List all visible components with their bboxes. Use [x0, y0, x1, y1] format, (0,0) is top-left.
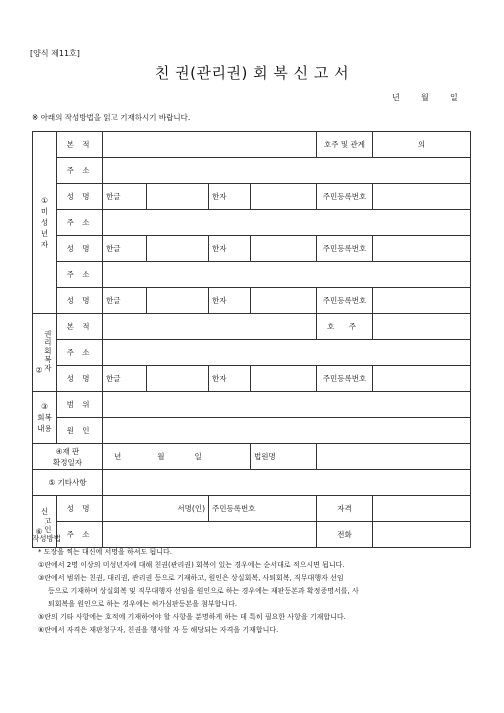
- blank[interactable]: [147, 288, 209, 314]
- label-name: 성 명: [57, 366, 103, 392]
- instruction-notice: ※ 아래의 작성방법을 읽고 기재하시기 바랍니다.: [32, 113, 191, 122]
- label-rrn: 주민등록번호: [317, 366, 373, 392]
- label-juso: 주 소: [57, 522, 103, 548]
- input-reporter-rrn[interactable]: 주민등록번호: [209, 496, 317, 522]
- label-court: 법원명: [251, 444, 317, 470]
- section-minor: ① 미 성 년 자: [33, 132, 57, 314]
- input-recoverer-hanja[interactable]: 한자: [209, 366, 251, 392]
- input-reporter-name[interactable]: 서명(인): [103, 496, 209, 522]
- input-minor1-hanja[interactable]: 한자: [209, 184, 251, 210]
- input-recoverer-rrn[interactable]: [373, 366, 471, 392]
- input-minor2-address[interactable]: [103, 210, 471, 236]
- input-recoverer-bonjeok[interactable]: [103, 314, 317, 340]
- input-minor2-hanja[interactable]: 한자: [209, 236, 251, 262]
- input-minor3-rrn[interactable]: [373, 288, 471, 314]
- input-scope[interactable]: [103, 392, 471, 418]
- writing-instructions: [32, 532, 472, 637]
- label-rrn: 주민등록번호: [317, 288, 373, 314]
- blank[interactable]: [251, 288, 317, 314]
- date-day-label: 일: [450, 93, 458, 102]
- input-other-matters[interactable]: [103, 470, 471, 496]
- label-name: 성 명: [57, 236, 103, 262]
- date-month-label: 월: [421, 93, 429, 102]
- blank[interactable]: [147, 236, 209, 262]
- blank[interactable]: [251, 184, 317, 210]
- label-name: 성 명: [57, 184, 103, 210]
- input-minor1-hangul[interactable]: 한글: [103, 184, 147, 210]
- input-recoverer-address[interactable]: [103, 340, 471, 366]
- instruction-item: 퇴회복을 원인으로 하는 경우에는 허가심판등본을 첨부합니다.: [48, 600, 238, 608]
- section-reporter: 신 ⑥고인: [33, 496, 57, 548]
- label-juso: 주 소: [57, 158, 103, 184]
- input-minor3-hangul[interactable]: 한글: [103, 288, 147, 314]
- label-juso: 주 소: [57, 340, 103, 366]
- label-rrn: 주민등록번호: [317, 184, 373, 210]
- input-minor2-rrn[interactable]: [373, 236, 471, 262]
- date-year-label: 년: [392, 93, 400, 102]
- input-qualification[interactable]: [373, 496, 471, 522]
- label-phone: 전화: [317, 522, 373, 548]
- label-other-matters: ⑤ 기타사항: [33, 470, 103, 496]
- input-minor-bonjeok[interactable]: [103, 132, 317, 158]
- label-qualification: 자격: [317, 496, 373, 522]
- input-minor1-rrn[interactable]: [373, 184, 471, 210]
- form-number: [양식 제11호]: [30, 49, 80, 58]
- input-recoverer-hoju[interactable]: [373, 314, 471, 340]
- blank[interactable]: [147, 184, 209, 210]
- instruction-item: 등으로 기재하며 상실회복 및 직무대행자 선임을 원인으로 하는 경우에는 재판등본과 확정증명서를, 사: [48, 587, 359, 595]
- input-minor3-address[interactable]: [103, 262, 471, 288]
- input-minor-address[interactable]: [103, 158, 471, 184]
- section-recovery-details: ③ 회복 내용: [33, 392, 57, 444]
- section-recoverer: ②권리회복자: [33, 314, 57, 392]
- input-minor2-hangul[interactable]: 한글: [103, 236, 147, 262]
- label-name: 성 명: [57, 496, 103, 522]
- input-recoverer-hangul[interactable]: 한글: [103, 366, 147, 392]
- blank[interactable]: [251, 236, 317, 262]
- label-bonjeok: 본 적: [57, 314, 103, 340]
- input-hoju-relation[interactable]: 의: [373, 132, 471, 158]
- label-juso: 주 소: [57, 262, 103, 288]
- label-hoju-relation: 호주 및 관계: [317, 132, 373, 158]
- input-minor3-hanja[interactable]: 한자: [209, 288, 251, 314]
- document-title: 친 권(관리권) 회 복 신 고 서: [154, 64, 350, 82]
- input-court[interactable]: [317, 444, 471, 470]
- label-scope: 범 위: [57, 392, 103, 418]
- instruction-item: ⑥란에서 자격은 재판청구자, 친권을 행사할 자 등 해당되는 자격을 기재합니다.: [38, 626, 279, 634]
- instruction-item: ③란에서 범위는 친권, 대리권, 관리권 등으로 기재하고, 원인은 상실회복, 사퇴회복, 직무대행자 선임: [38, 574, 344, 582]
- input-cause[interactable]: [103, 418, 471, 444]
- label-cause: 원 인: [57, 418, 103, 444]
- instruction-item: ①란에서 2명 이상의 미성년자에 대해 친권(관리권) 회복이 있는 경우에는 순서대로 적으시면 됩니다.: [38, 561, 345, 569]
- label-juso: 주 소: [57, 210, 103, 236]
- section-trial-date: ④재 판 확정일자: [33, 444, 103, 470]
- blank[interactable]: [147, 366, 209, 392]
- label-rrn: 주민등록번호: [317, 236, 373, 262]
- label-name: 성 명: [57, 288, 103, 314]
- instructions-heading: 작성방법: [32, 534, 61, 543]
- label-hoju: 호 주: [317, 314, 373, 340]
- instruction-item: * 도장을 찍는 대신에 서명을 하셔도 됩니다.: [38, 548, 173, 556]
- report-form-table: [32, 131, 471, 548]
- label-bonjeok: 본 적: [57, 132, 103, 158]
- input-trial-date[interactable]: 년 월 일: [103, 444, 251, 470]
- instruction-item: ⑤란의 기타 사항에는 호적에 기재하여야 할 사항을 분명하게 하는 데 특히 필요한 사항을 기재합니다.: [38, 613, 346, 621]
- blank[interactable]: [251, 366, 317, 392]
